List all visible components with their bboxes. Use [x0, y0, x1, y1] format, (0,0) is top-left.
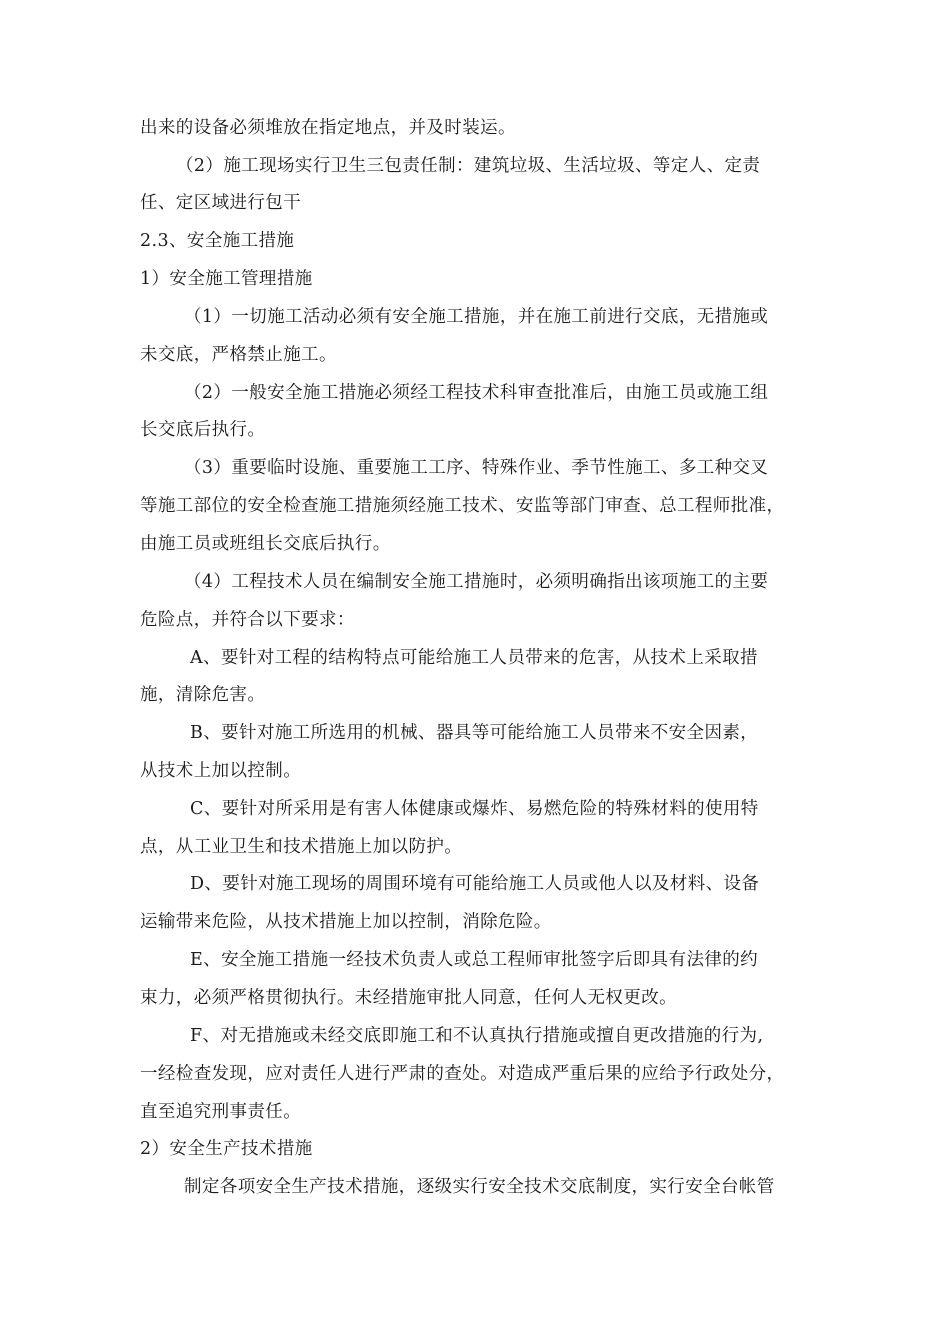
text-line: 制定各项安全生产技术措施，逐级实行安全技术交底制度，实行安全台帐管	[184, 1177, 775, 1197]
text-line: A、要针对工程的结构特点可能给施工人员带来的危害，从技术上采取措	[190, 648, 758, 668]
text-line: 一经检查发现，应对责任人进行严肃的查处。对造成严重后果的应给予行政处分，	[140, 1064, 785, 1084]
text-line: 由施工员或班组长交底后执行。	[140, 534, 391, 554]
text-line: （4）工程技术人员在编制安全施工措施时，必须明确指出该项施工的主要	[184, 572, 769, 592]
text-line: 等施工部位的安全检查施工措施须经施工技术、安监等部门审查、总工程师批准，	[140, 496, 785, 516]
text-line: 从技术上加以控制。	[140, 761, 302, 781]
text-line: 运输带来危险，从技术措施上加以控制，消除危险。	[140, 912, 552, 932]
text-line: B、要针对施工所选用的机械、器具等可能给施工人员带来不安全因素，	[190, 723, 759, 743]
text-line: 直至追究刑事责任。	[140, 1102, 302, 1122]
text-line: 危险点，并符合以下要求：	[140, 610, 355, 630]
subsection-heading: 2）安全生产技术措施	[140, 1139, 313, 1159]
text-line: D、要针对施工现场的周围环境有可能给施工人员或他人以及材料、设备	[190, 874, 760, 894]
text-line: （2）施工现场实行卫生三包责任制：建筑垃圾、生活垃圾、等定人、定责	[176, 156, 761, 176]
text-line: 未交底，严格禁止施工。	[140, 345, 337, 365]
text-line: （3）重要临时设施、重要施工工序、特殊作业、季节性施工、多工种交叉	[184, 458, 769, 478]
text-line: （1）一切施工活动必须有安全施工措施，并在施工前进行交底，无措施或	[184, 307, 769, 327]
text-line: F、对无措施或未经交底即施工和不认真执行措施或擅自更改措施的行为,	[190, 1026, 764, 1046]
text-line: 出来的设备必须堆放在指定地点，并及时装运。	[140, 118, 516, 138]
text-line: 任、定区域进行包干	[140, 193, 302, 213]
section-heading: 2.3、安全施工措施	[140, 231, 295, 251]
subsection-heading: 1）安全施工管理措施	[140, 269, 313, 289]
text-line: C、要针对所采用是有害人体健康或爆炸、易燃危险的特殊材料的使用特	[190, 799, 759, 819]
text-line: （2）一般安全施工措施必须经工程技术科审查批准后，由施工员或施工组	[184, 383, 769, 403]
text-line: 施，清除危害。	[140, 685, 266, 705]
text-line: 长交底后执行。	[140, 420, 266, 440]
text-line: E、安全施工措施一经技术负责人或总工程师审批签字后即具有法律的约	[190, 950, 759, 970]
text-line: 点，从工业卫生和技术措施上加以防护。	[140, 837, 463, 857]
text-line: 束力，必须严格贯彻执行。未经措施审批人同意，任何人无权更改。	[140, 988, 677, 1008]
